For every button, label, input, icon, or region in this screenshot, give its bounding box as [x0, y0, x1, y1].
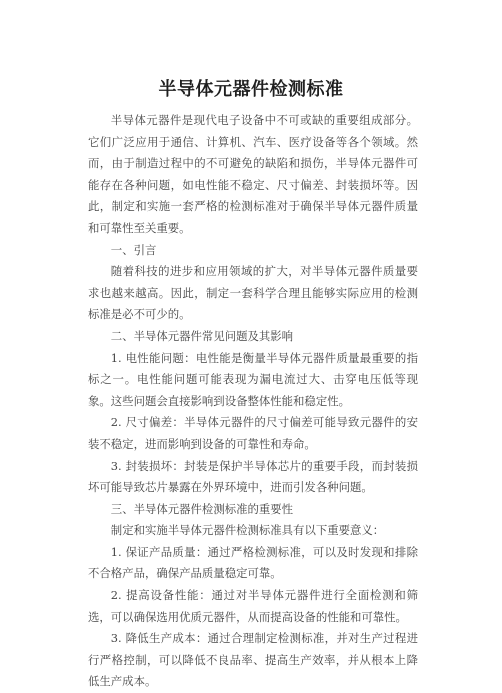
document-body [88, 110, 418, 693]
importance-quality: 1. 保证产品质量：通过严格检测标准，可以及时发现和排除不合格产品，确保产品质量稳定可靠。 [88, 544, 418, 581]
page-title: 半导体元器件检测标准 [158, 79, 344, 100]
intro-paragraph: 半导体元器件是现代电子设备中不可或缺的重要组成部分。它们广泛应用于通信、计算机、汽车、医疗设备等各个领域。然而，由于制造过程中的不可避免的缺陷和损伤，半导体元器件可能存在各种问题，如电性能不稳定、尺寸偏差、封装损坏等。因此，制定和实施一套严格的检测标准对于确保半导体元器件质量和可靠性至关重要。 [88, 113, 418, 235]
importance-performance: 2. 提高设备性能：通过对半导体元器件进行全面检测和筛选，可以确保选用优质元器件，从而提高设备的性能和可靠性。 [88, 588, 418, 624]
section-heading-importance: 三、半导体元器件检测标准的重要性 [110, 501, 294, 516]
issue-electrical-performance: 1. 电性能问题：电性能是衡量半导体元器件质量最重要的指标之一。电性能问题可能表现为漏电流过大、击穿电压低等现象。这些问题会直接影响到设备整体性能和稳定性。 [88, 350, 418, 408]
issue-dimension-deviation: 2. 尺寸偏差：半导体元器件的尺寸偏差可能导致元器件的安装不稳定，进而影响到设备的可靠性和寿命。 [88, 415, 418, 451]
issue-package-damage: 3. 封装损坏：封装是保护半导体芯片的重要手段，而封装损坏可能导致芯片暴露在外界环境中，进而引发各种问题。 [88, 458, 418, 495]
introduction-paragraph: 随着科技的进步和应用领域的扩大，对半导体元器件质量要求也越来越高。因此，制定一套科学合理且能够实际应用的检测标准是必不可少的。 [88, 264, 418, 322]
importance-cost: 3. 降低生产成本：通过合理制定检测标准，并对生产过程进行严格控制，可以降低不良品率、提高生产效率，并从根本上降低生产成本。 [88, 631, 418, 689]
importance-lead-paragraph: 制定和实施半导体元器件检测标准具有以下重要意义： [110, 523, 385, 538]
section-heading-common-issues: 二、半导体元器件常见问题及其影响 [110, 328, 294, 343]
section-heading-introduction: 一、引言 [110, 242, 157, 257]
